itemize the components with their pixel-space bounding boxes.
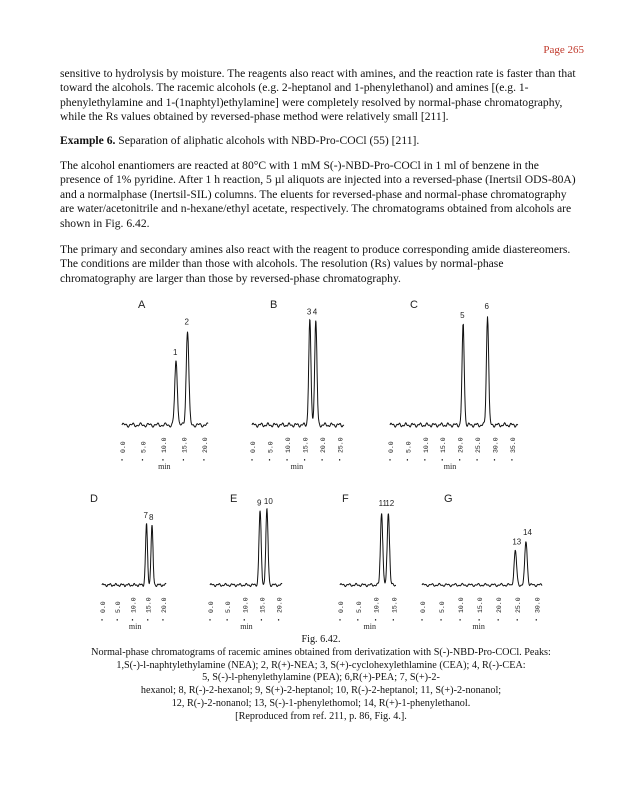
tick-mark [278,619,279,621]
caption-figure-number: Fig. 6.42. [301,634,341,645]
caption-line: 12, R(-)-2-nonanol; 13, S(-)-1-phenylethomol; 14, R(+)-1-phenylethanol. [171,697,471,709]
tick-label: 15.0 [181,437,189,453]
axis-label-min: min [128,622,142,630]
caption-line: [Reproduced from ref. 211, p. 86, Fig. 4.]. [235,710,407,722]
tick-label: 10.0 [130,597,138,613]
tick-mark [147,619,148,621]
chromatogram-trace [340,514,396,587]
paragraph-procedure: The alcohol enantiomers are reacted at 80°C with 1 mM S(-)-NBD-Pro-COCl in 1 ml of benzene in the presence of 1% pyridine. After 1 h reaction, 5 µl aliquots are injected into a reversed-phase (Inertsil ODS-80A) and a normalphase (Inertsil-SIL) columns. The eluents for reversed-phase and normal-phase chromatography are water/acetonitrile and n-hexane/ethyl acetate, respectively. The chromatograms obtained from alcohols are shown in Fig. 6.42. [60,159,576,230]
tick-label: 0.0 [208,601,215,613]
tick-mark [121,459,122,461]
tick-mark [389,459,390,461]
peak-label: 8 [148,512,154,522]
tick-mark [209,619,210,621]
axis-label-min: min [363,622,376,630]
caption-line: hexanol; 8, R(-)-2-hexanol; 9, S(+)-2-heptanol; 10, R(-)-2-heptanol; 11, S(+)-2-nonanol; [140,685,502,697]
tick-label: 20.0 [320,437,328,453]
tick-mark [494,459,495,461]
tick-mark [375,619,376,621]
chromatogram-trace [210,509,282,587]
tick-mark [261,619,262,621]
tick-mark [101,619,102,621]
tick-mark [440,619,441,621]
tick-label: 10.0 [458,597,466,613]
tick-mark [227,619,228,621]
panel-label: B [270,299,278,311]
chromatograms-svg [60,290,582,630]
tick-label: 30.0 [492,437,500,453]
tick-mark [498,619,499,621]
tick-label: 0.0 [120,441,127,453]
page-number: Page 265 [543,44,584,56]
tick-mark [142,459,143,461]
peak-label: 10 [263,496,273,506]
tick-mark [304,459,305,461]
tick-label: 0.0 [420,601,427,613]
tick-mark [511,459,512,461]
example-heading [60,134,582,148]
figure-caption [60,634,582,724]
peak-label: 5 [460,310,465,320]
peak-label: 3 [306,307,312,317]
tick-label: 25.0 [337,437,345,453]
peak-label: 2 [184,317,189,327]
panel-label: A [138,299,146,311]
panel-label: G [444,493,453,505]
chromatogram-figure [60,290,582,630]
tick-mark [442,459,443,461]
tick-mark [339,619,340,621]
tick-mark [459,619,460,621]
axis-label-min: min [472,622,485,630]
chromatogram-trace [122,332,208,428]
tick-mark [269,459,270,461]
tick-mark [476,459,477,461]
tick-label: 20.0 [496,597,504,613]
panel-label: F [342,493,349,505]
tick-mark [536,619,537,621]
panel-label: E [230,493,238,505]
tick-label: 30.0 [534,597,542,613]
axis-label-min: min [240,622,253,630]
axis-label-min: min [158,462,171,471]
tick-label: 5.0 [405,441,413,453]
tick-label: 10.0 [242,597,250,613]
tick-label: 0.0 [388,441,395,453]
chromatogram-trace [390,316,518,427]
tick-mark [162,459,163,461]
tick-label: 15.0 [440,437,448,453]
panel-label: C [410,299,418,311]
tick-mark [517,619,518,621]
peak-label: 13 [512,537,522,547]
tick-label: 15.0 [391,597,399,613]
tick-mark [183,459,184,461]
paragraph-hydrolysis: sensitive to hydrolysis by moisture. The reagents also react with amines, and the reaction rate is faster than that toward the alcohols. The racemic alcohols (e.g. 2-heptanol and 1-phenylethanol) and amines [(e.g. 1-phenylethylamine and 1-(1naphtyl)ethylamine] were completely resolved by normal-phase chromatography, while the Rs values obtained by reversed-phase method were relatively small [211]. [60,67,576,124]
tick-mark [393,619,394,621]
tick-mark [424,459,425,461]
tick-label: 20.0 [160,597,168,613]
tick-label: 0.0 [338,601,345,613]
tick-label: 15.0 [477,597,485,613]
axis-label-min: min [290,462,304,471]
peak-label: 14 [523,528,532,537]
tick-mark [407,459,408,461]
tick-label: 10.0 [373,597,381,613]
tick-label: 35.0 [509,437,517,453]
peak-label: 4 [312,307,318,317]
peak-label: 12 [385,499,395,509]
tick-label: 0.0 [100,601,107,613]
peak-label: 9 [257,498,262,508]
tick-label: 5.0 [439,601,447,613]
tick-label: 10.0 [285,437,293,453]
peak-label: 1 [173,348,178,358]
tick-mark [162,619,163,621]
tick-mark [117,619,118,621]
tick-mark [132,619,133,621]
caption-line: Normal-phase chromatograms of racemic amines obtained from derivatization with S(-)-NBD-Pro-COCl. Peaks: [91,646,551,658]
tick-label: 15.0 [302,437,310,453]
chromatogram-trace [422,542,542,587]
tick-mark [459,459,460,461]
caption-line: 5, S(-)-l-phenylethylamine (PEA); 6,R(+)-PEA; 7, S(+)-2- [202,672,440,684]
tick-label: 0.0 [250,441,257,453]
tick-label: 20.0 [457,437,465,453]
tick-label: 5.0 [140,441,148,453]
example-text: Separation of aliphatic alcohols with NBD-Pro-COCl (55) [211]. [115,134,420,147]
tick-mark [357,619,358,621]
axis-label-min: min [443,462,457,471]
tick-label: 15.0 [145,597,153,613]
tick-label: 10.0 [422,437,430,453]
peak-label: 6 [484,302,489,311]
tick-label: 10.0 [160,437,168,453]
tick-label: 5.0 [225,601,233,613]
chromatogram-trace [102,523,166,586]
caption-line: 1,S(-)-l-naphtylethylamine (NEA); 2, R(+)-NEA; 3, S(+)-cyclohexylethlamine (CEA); 4, R(-)-CEA: [116,659,526,671]
tick-mark [321,459,322,461]
tick-mark [251,459,252,461]
tick-label: 5.0 [267,441,275,453]
panel-label: D [90,493,98,505]
tick-mark [479,619,480,621]
tick-mark [421,619,422,621]
peak-label: 7 [143,511,148,521]
example-label: Example 6. [60,134,116,147]
tick-label: 25.0 [475,437,483,453]
tick-label: 20.0 [276,597,284,613]
tick-mark [339,459,340,461]
tick-label: 5.0 [355,601,363,613]
tick-label: 25.0 [515,597,523,613]
chromatogram-trace [252,320,344,427]
peak-label: 11 [378,499,387,509]
tick-mark [244,619,245,621]
tick-label: 15.0 [259,597,267,613]
tick-label: 20.0 [201,437,209,453]
tick-mark [203,459,204,461]
paragraph-amines: The primary and secondary amines also react with the reagent to produce corresponding amide diastereomers. The conditions are milder than those with alcohols. The resolution (Rs) values by normal-phase chromatography are larger than those by reversed-phase chromatography. [60,243,571,285]
tick-label: 5.0 [115,601,123,613]
tick-mark [286,459,287,461]
